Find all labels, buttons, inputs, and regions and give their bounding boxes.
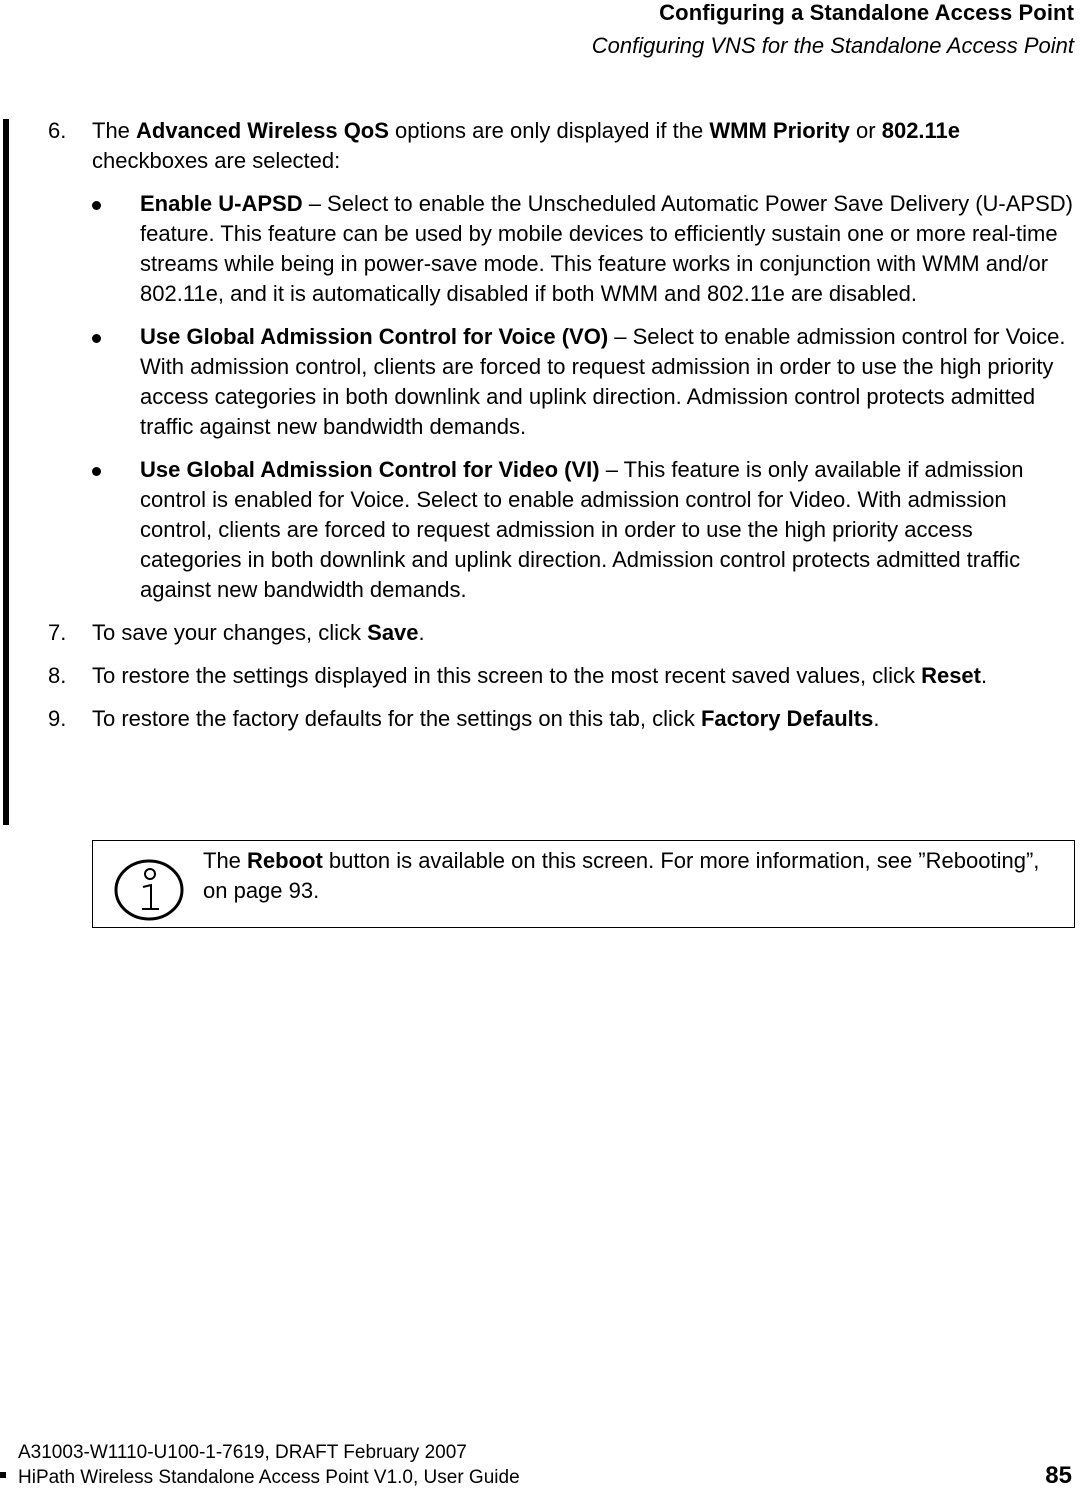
step-8 <box>0 661 1075 691</box>
header-title: Configuring a Standalone Access Point <box>659 0 1074 25</box>
bullet-icon <box>92 467 101 476</box>
bullet-list <box>92 189 1075 605</box>
step-number: 8. <box>48 663 67 688</box>
footer-doc-id: A31003-W1110-U100-1-7619, DRAFT February 2007 <box>18 1442 467 1463</box>
step-7 <box>0 618 1075 648</box>
bullet-item-video: Use Global Admission Control for Video (VI) – This feature is only available if admission control is enabled for Voice. Select to enable admission control for Video. With admission control, clients are forced to request admission in order to use the high priority access categories in both downlink and uplink direction. Admission control protects admitted traffic against new bandwidth demands. <box>92 455 1075 605</box>
step-text: To save your changes, click Save. <box>92 620 425 645</box>
bullet-item-voice: Use Global Admission Control for Voice (VO) – Select to enable admission control for Voice. With admission control, clients are forced to request admission in order to use the high priority access categories in both downlink and uplink direction. Admission control protects admitted traffic against new bandwidth demands. <box>92 322 1075 442</box>
step-text: The Advanced Wireless QoS options are only displayed if the WMM Priority or 802.11e checkboxes are selected: <box>92 118 961 173</box>
note-text: The Reboot button is available on this screen. For more information, see ”Rebooting”, on page 93. <box>203 848 1040 903</box>
footer-mark <box>0 1472 6 1478</box>
step-text: To restore the factory defaults for the settings on this tab, click Factory Defaults. <box>92 706 880 731</box>
step-6 <box>0 116 1075 605</box>
main-content <box>0 116 1080 734</box>
step-number: 6. <box>48 118 67 143</box>
note-box <box>92 840 1075 928</box>
info-icon <box>113 859 185 921</box>
step-9 <box>0 704 1075 734</box>
bullet-item-u-apsd: Enable U-APSD – Select to enable the Unscheduled Automatic Power Save Delivery (U-APSD) feature. This feature can be used by mobile devices to efficiently sustain one or more real-time streams while being in power-save mode. This feature works in conjunction with WMM and/or 802.11e, and it is automatically disabled if both WMM and 802.11e are disabled. <box>92 189 1075 309</box>
bullet-icon <box>92 201 101 210</box>
step-number: 7. <box>48 620 67 645</box>
step-text: To restore the settings displayed in this screen to the most recent saved values, click Reset. <box>92 663 988 688</box>
header-subtitle: Configuring VNS for the Standalone Access Point <box>591 33 1074 58</box>
page-number: 85 <box>1045 1462 1072 1489</box>
step-number: 9. <box>48 706 67 731</box>
footer-doc-title: HiPath Wireless Standalone Access Point V1.0, User Guide <box>18 1467 520 1488</box>
bullet-icon <box>92 334 101 343</box>
